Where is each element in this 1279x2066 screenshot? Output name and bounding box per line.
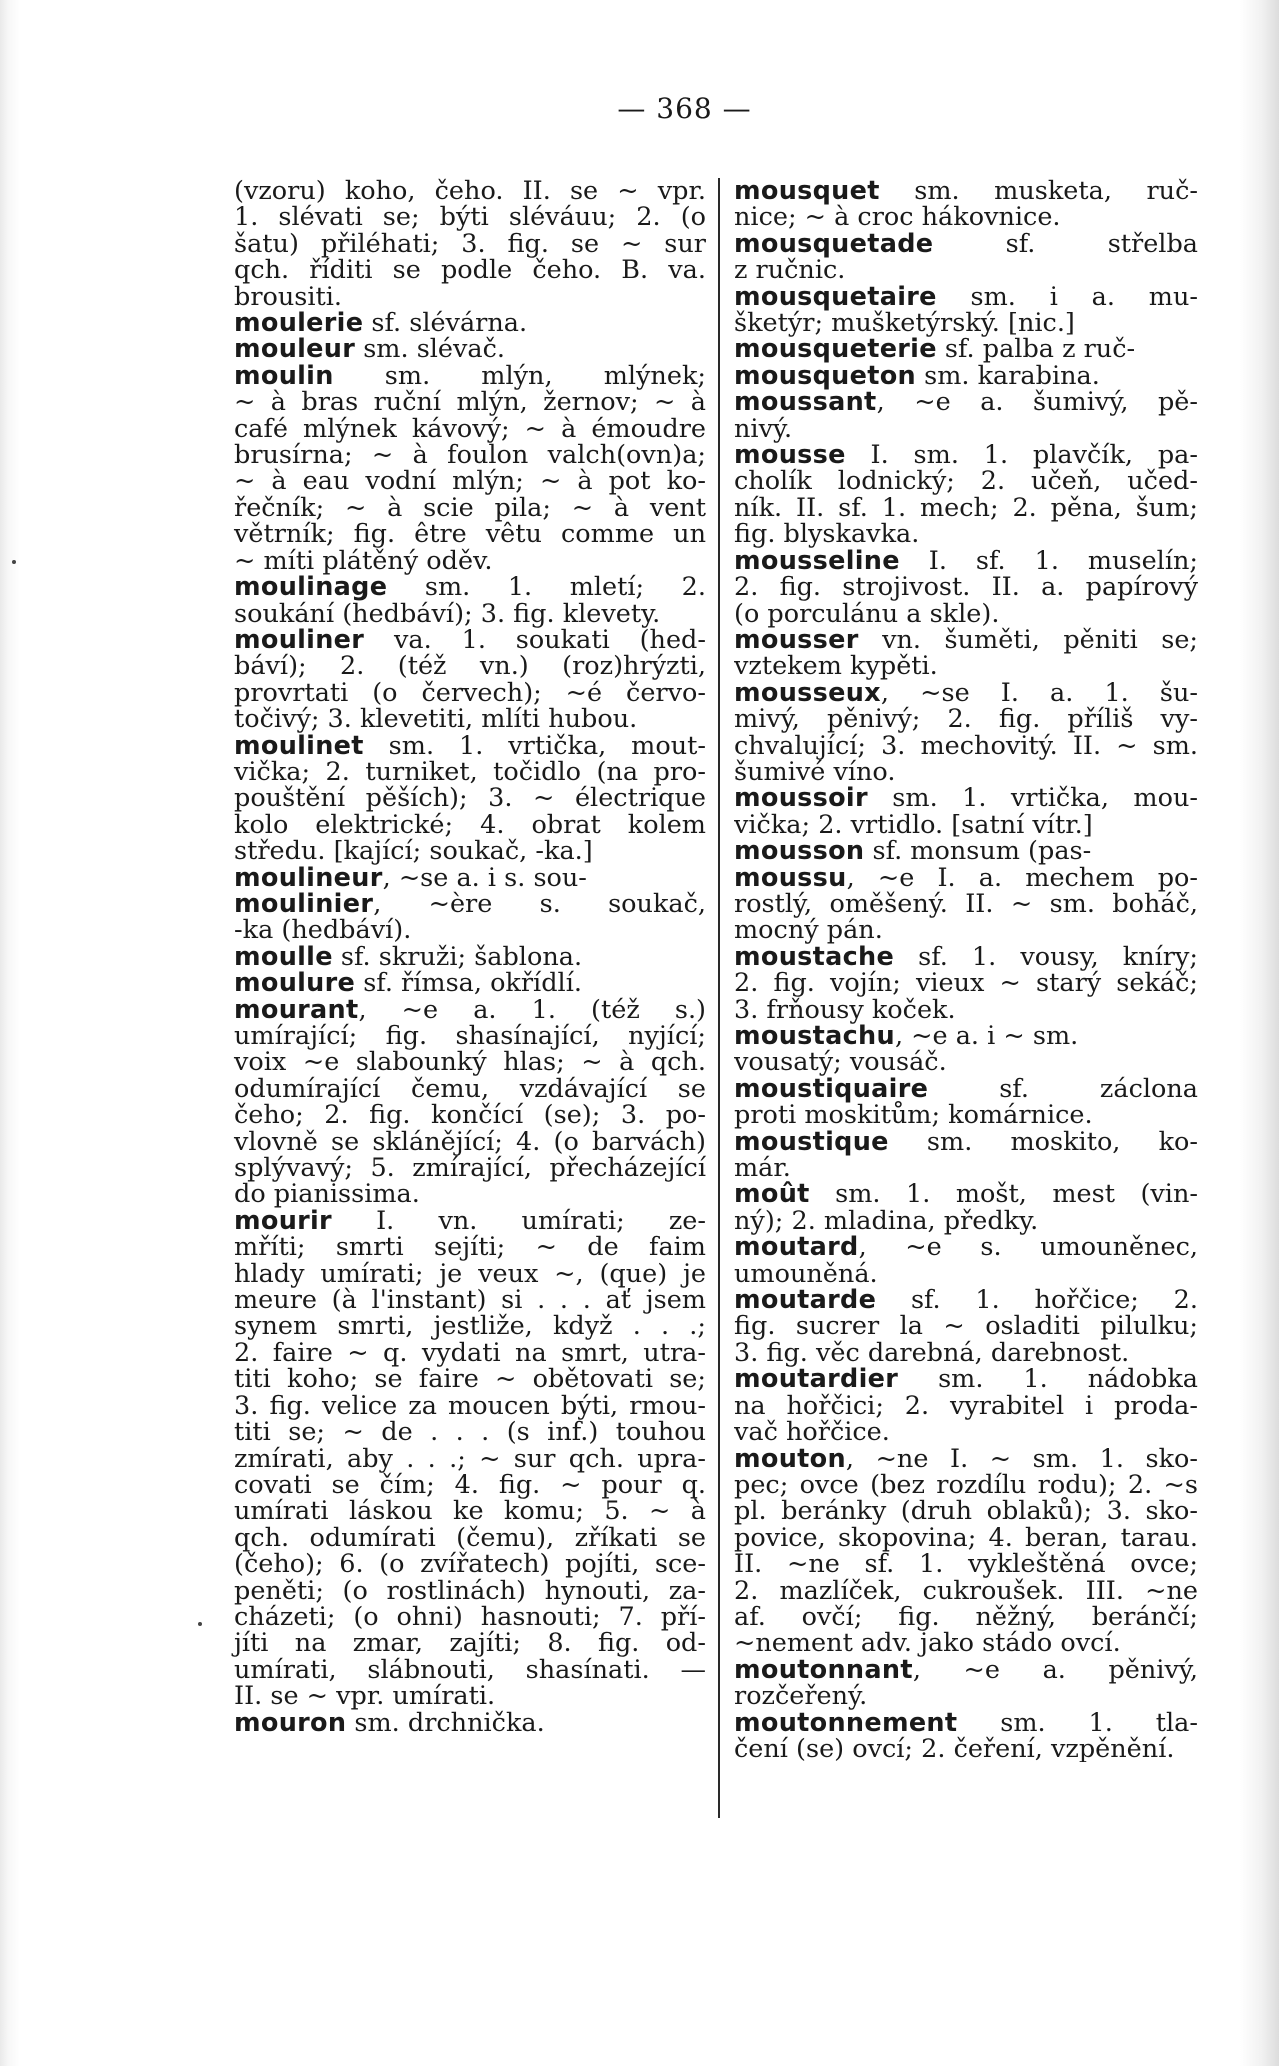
- dictionary-line: moussant, ~e a. šumivý, pě-: [734, 387, 1198, 418]
- headword: mouleur: [234, 334, 356, 365]
- dictionary-line: fig. blyskavka.: [734, 519, 920, 550]
- dictionary-line: točivý; 3. klevetiti, mlíti hubou.: [234, 704, 638, 735]
- dictionary-line: do pianissima.: [234, 1179, 420, 1210]
- dictionary-line: mourir I. vn. umírati; ze-: [234, 1205, 706, 1236]
- headword: moulure: [234, 968, 356, 999]
- dictionary-line: moustiquaire sf. záclona: [734, 1073, 1198, 1104]
- headword: mousseline: [734, 545, 900, 576]
- dictionary-line: zmírati, aby . . .; ~ sur qch. upra-: [234, 1443, 706, 1474]
- dictionary-line: čeho; 2. fig. končící (se); 3. po-: [234, 1100, 706, 1131]
- dictionary-line: mousqueterie sf. palba z ruč-: [734, 334, 1136, 365]
- dictionary-line: mouron sm. drchnička.: [234, 1707, 545, 1738]
- headword: mourir: [234, 1205, 332, 1236]
- dictionary-line: ~ à eau vodní mlýn; ~ à pot ko-: [234, 466, 706, 497]
- dictionary-line: qch. odumírati (čemu), zříkati se: [234, 1522, 706, 1553]
- dictionary-line: moutard, ~e s. umouněnec,: [734, 1232, 1198, 1263]
- dictionary-line: moulerie sf. slévárna.: [234, 308, 528, 339]
- dictionary-line: moutarde sf. 1. hořčice; 2.: [734, 1285, 1198, 1316]
- dictionary-line: moussu, ~e I. a. mechem po-: [734, 862, 1198, 893]
- dictionary-line: mousquetade sf. střelba: [734, 228, 1198, 259]
- headword: mousseux: [734, 677, 881, 708]
- dictionary-line: čení (se) ovcí; 2. čeření, vzpěnění.: [734, 1733, 1175, 1763]
- headword: mousson: [734, 836, 865, 867]
- dictionary-line: vička; 2. vrtidlo. [satní vítr.]: [734, 809, 1093, 840]
- dictionary-line: vička; 2. turniket, točidlo (na pro-: [234, 756, 706, 787]
- dictionary-line: moulinage sm. 1. mletí; 2.: [234, 572, 706, 603]
- dictionary-line: moustique sm. moskito, ko-: [734, 1126, 1198, 1157]
- dictionary-line: mousquet sm. musketa, ruč-: [734, 178, 1198, 206]
- dictionary-line: mouleur sm. slévač.: [234, 334, 506, 365]
- dictionary-line: z ručnic.: [734, 255, 846, 286]
- dictionary-line: moussoir sm. 1. vrtička, mou-: [734, 783, 1198, 814]
- headword: mousquetaire: [734, 281, 937, 312]
- dictionary-line: moulinet sm. 1. vrtička, mout-: [234, 730, 706, 761]
- left-column: [234, 178, 706, 1736]
- dictionary-line: kolo elektrické; 4. obrat kolem: [234, 809, 706, 840]
- dictionary-line: vousatý; vousáč.: [734, 1047, 947, 1078]
- dictionary-line: mousqueton sm. karabina.: [734, 360, 1100, 391]
- headword: moussant: [734, 387, 877, 418]
- dictionary-line: pouštění pěších); 3. ~ électrique: [234, 783, 706, 814]
- dictionary-line: na hořčici; 2. vyrabitel i proda-: [734, 1390, 1198, 1421]
- dictionary-line: meure (à l'instant) si . . . ať jsem: [234, 1285, 706, 1316]
- dictionary-line: mocný pán.: [734, 915, 883, 946]
- dictionary-line: mouton, ~ne I. ~ sm. 1. sko-: [734, 1443, 1198, 1474]
- right-column: [734, 178, 1198, 1762]
- dictionary-line: synem smrti, jestliže, když . . .;: [234, 1311, 706, 1342]
- dictionary-line: mousseux, ~se I. a. 1. šu-: [734, 677, 1198, 708]
- page-number: — 368 —: [617, 92, 752, 125]
- dictionary-line: II. ~ne sf. 1. vykleštěná ovce;: [734, 1549, 1198, 1580]
- headword: moulerie: [234, 308, 364, 339]
- scan-speck: [12, 560, 16, 564]
- headword: moulinet: [234, 730, 364, 761]
- headword: moutardier: [734, 1364, 899, 1395]
- dictionary-line: brusírna; ~ à foulon valch(ovn)a;: [234, 440, 706, 471]
- dictionary-line: vač hořčice.: [734, 1417, 890, 1448]
- dictionary-line: 2. faire ~ q. vydati na smrt, utra-: [234, 1337, 706, 1368]
- dictionary-line: titi koho; se faire ~ obětovati se;: [234, 1364, 706, 1395]
- dictionary-line: covati se čím; 4. fig. ~ pour q.: [234, 1469, 706, 1500]
- headword: moussu: [734, 862, 847, 893]
- dictionary-line: titi se; ~ de . . . (s inf.) touhou: [234, 1417, 706, 1448]
- headword: moutarde: [734, 1285, 877, 1316]
- headword: moustachu: [734, 1021, 895, 1051]
- dictionary-line: (vzoru) koho, čeho. II. se ~ vpr.: [234, 176, 706, 206]
- headword: moustache: [734, 941, 895, 972]
- dictionary-line: 3. fig. věc darebná, darebnost.: [734, 1337, 1130, 1368]
- dictionary-line: brousiti.: [234, 281, 343, 312]
- dictionary-line: ný); 2. mladina, předky.: [734, 1205, 1039, 1236]
- dictionary-line: 3. fig. velice za moucen býti, rmou-: [234, 1390, 706, 1421]
- headword: mourant: [234, 994, 359, 1025]
- dictionary-line: šumivé víno.: [734, 756, 896, 787]
- headword: mouliner: [234, 624, 365, 655]
- dictionary-line: mousse I. sm. 1. plavčík, pa-: [734, 440, 1198, 471]
- column-divider: [718, 178, 720, 1818]
- dictionary-line: qch. říditi se podle čeho. B. va.: [234, 255, 706, 286]
- dictionary-line: mousson sf. monsum (pas-: [734, 836, 1092, 867]
- dictionary-line: ~ à bras ruční mlýn, žernov; ~ à: [234, 387, 706, 418]
- dictionary-line: mříti; smrti sejíti; ~ de faim: [234, 1232, 706, 1263]
- dictionary-line: 2. fig. vojín; vieux ~ starý sekáč;: [734, 968, 1198, 999]
- dictionary-line: jíti na zmar, zajíti; 8. fig. od-: [234, 1628, 706, 1659]
- dictionary-line: peněti; (o rostlinách) hynouti, za-: [234, 1575, 706, 1606]
- dictionary-line: ník. II. sf. 1. mech; 2. pěna, šum;: [734, 492, 1198, 523]
- dictionary-line: splývavý; 5. zmírající, přecházející: [234, 1153, 706, 1184]
- headword: moulin: [234, 360, 334, 391]
- headword: mousquetade: [734, 228, 934, 259]
- dictionary-line: mousseline I. sf. 1. muselín;: [734, 545, 1198, 576]
- dictionary-line: 1. slévati se; býti sléváuu; 2. (o: [234, 202, 706, 233]
- headword: moulinage: [234, 572, 388, 603]
- dictionary-line: provrtati (o červech); ~é červo-: [234, 677, 706, 708]
- dictionary-line: már.: [734, 1153, 791, 1184]
- dictionary-line: moutardier sm. 1. nádobka: [734, 1364, 1198, 1395]
- dictionary-line: moutonnement sm. 1. tla-: [734, 1707, 1198, 1738]
- dictionary-line: nice; ~ à croc hákovnice.: [734, 202, 1061, 233]
- headword: moustiquaire: [734, 1073, 929, 1104]
- headword: moutard: [734, 1232, 859, 1263]
- dictionary-line: šatu) přiléhati; 3. fig. se ~ sur: [234, 228, 706, 259]
- headword: moustique: [734, 1126, 889, 1157]
- dictionary-line: moût sm. 1. mošt, mest (vin-: [734, 1179, 1198, 1210]
- headword: moussoir: [734, 783, 868, 814]
- dictionary-line: povice, skopovina; 4. beran, tarau.: [734, 1522, 1198, 1553]
- dictionary-line: (o porculánu a skle).: [734, 598, 1000, 629]
- dictionary-line: nivý.: [734, 413, 793, 444]
- dictionary-line: ~ míti plátěný oděv.: [234, 545, 493, 576]
- dictionary-line: moutonnant, ~e a. pěnivý,: [734, 1654, 1198, 1685]
- dictionary-line: (čeho); 6. (o zvířatech) pojíti, sce-: [234, 1549, 706, 1580]
- headword: moutonnement: [734, 1707, 958, 1738]
- headword: mousser: [734, 624, 859, 655]
- dictionary-line: řečník; ~ à scie pila; ~ à vent: [234, 492, 706, 523]
- dictionary-line: mousquetaire sm. i a. mu-: [734, 281, 1198, 312]
- dictionary-line: soukání (hedbáví); 3. fig. klevety.: [234, 598, 661, 629]
- dictionary-line: rostlý, oměšený. II. ~ sm. boháč,: [734, 888, 1198, 919]
- dictionary-line: chvalující; 3. mechovitý. II. ~ sm.: [734, 730, 1198, 761]
- dictionary-line: proti moskitům; komárnice.: [734, 1100, 1093, 1131]
- headword: moutonnant: [734, 1654, 913, 1685]
- dictionary-line: moustache sf. 1. vousy, kníry;: [734, 941, 1198, 972]
- headword: moulinier: [234, 888, 374, 919]
- headword: mousqueton: [734, 360, 916, 391]
- dictionary-line: II. se ~ vpr. umírati.: [234, 1681, 496, 1712]
- headword: mouron: [234, 1707, 347, 1738]
- dictionary-line: umírající; fig. shasínající, nyjící;: [234, 1021, 706, 1051]
- dictionary-line: 2. mazlíček, cukroušek. III. ~ne: [734, 1575, 1198, 1606]
- dictionary-line: báví); 2. (též vn.) (roz)hrýzti,: [234, 651, 706, 682]
- dictionary-line: odumírající čemu, vzdávající se: [234, 1073, 706, 1104]
- headword: moulineur: [234, 862, 383, 893]
- dictionary-line: umírati láskou ke komu; 5. ~ à: [234, 1496, 706, 1527]
- dictionary-line: ~nement adv. jako stádo ovcí.: [734, 1628, 1121, 1659]
- dictionary-line: café mlýnek kávový; ~ à émoudre: [234, 413, 706, 444]
- dictionary-line: 3. frňousy koček.: [734, 994, 956, 1025]
- dictionary-line: moulure sf. římsa, okřídlí.: [234, 968, 582, 999]
- dictionary-line: středu. [kající; soukač, -ka.]: [234, 836, 593, 867]
- dictionary-line: mouliner va. 1. soukati (hed-: [234, 624, 706, 655]
- dictionary-line: pec; ovce (bez rozdílu rodu); 2. ~s: [734, 1469, 1198, 1500]
- dictionary-line: cházeti; (o ohni) hasnouti; 7. pří-: [234, 1601, 706, 1632]
- dictionary-line: rozčeřený.: [734, 1681, 868, 1712]
- headword: mousqueterie: [734, 334, 937, 365]
- headword: mousquet: [734, 178, 880, 206]
- scan-speck: [198, 1622, 202, 1626]
- dictionary-line: hlady umírati; je veux ~, (que) je: [234, 1258, 706, 1289]
- dictionary-line: mivý, pěnivý; 2. fig. příliš vy-: [734, 704, 1198, 735]
- dictionary-line: voix ~e slabounký hlas; ~ à qch.: [234, 1047, 706, 1078]
- dictionary-line: -ka (hedbáví).: [234, 915, 412, 946]
- dictionary-line: cholík lodnický; 2. učeň, učed-: [734, 466, 1198, 497]
- headword: moût: [734, 1179, 810, 1210]
- dictionary-line: moulle sf. skruži; šablona.: [234, 941, 583, 972]
- dictionary-line: větrník; fig. être vêtu comme un: [234, 519, 706, 550]
- headword: mouton: [734, 1443, 846, 1474]
- dictionary-line: umírati, slábnouti, shasínati. —: [234, 1654, 706, 1685]
- dictionary-line: pl. beránky (druh oblaků); 3. sko-: [734, 1496, 1198, 1527]
- headword: mousse: [734, 440, 846, 471]
- dictionary-line: umouněná.: [734, 1258, 878, 1289]
- dictionary-line: mourant, ~e a. 1. (též s.): [234, 994, 706, 1025]
- dictionary-line: vlovně se sklánějící; 4. (o barvách): [234, 1126, 706, 1157]
- dictionary-line: vztekem kypěti.: [734, 651, 938, 682]
- dictionary-line: mousser vn. šuměti, pěniti se;: [734, 624, 1198, 655]
- dictionary-line: moustachu, ~e a. i ~ sm.: [734, 1021, 1079, 1051]
- dictionary-line: šketýr; mušketýrský. [nic.]: [734, 308, 1075, 339]
- dictionary-line: af. ovčí; fig. něžný, beránčí;: [734, 1601, 1198, 1632]
- dictionary-line: moulin sm. mlýn, mlýnek;: [234, 360, 706, 391]
- headword: moulle: [234, 941, 333, 972]
- dictionary-line: 2. fig. strojivost. II. a. papírový: [734, 572, 1198, 603]
- dictionary-line: moulineur, ~se a. i s. sou-: [234, 862, 587, 893]
- dictionary-line: fig. sucrer la ~ osladiti pilulku;: [734, 1311, 1198, 1342]
- dictionary-line: moulinier, ~ère s. soukač,: [234, 888, 706, 919]
